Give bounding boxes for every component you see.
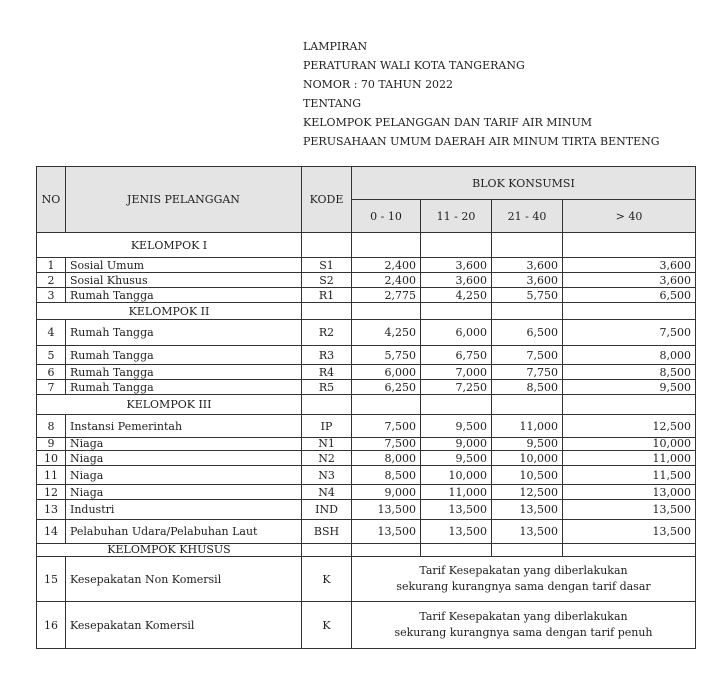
table-row xyxy=(37,438,696,451)
cell-no: 9 xyxy=(37,438,66,451)
cell-blok-4: 13,500 xyxy=(563,500,696,520)
cell-blok-3: 3,600 xyxy=(492,273,563,288)
col-header-blok-1: 0 - 10 xyxy=(352,200,421,233)
col-header-blok-3: 21 - 40 xyxy=(492,200,563,233)
cell-blok-3: 3,600 xyxy=(492,258,563,273)
cell-blok-4: 8,500 xyxy=(563,365,696,380)
cell-no: 14 xyxy=(37,520,66,544)
group-label: KELOMPOK II xyxy=(37,303,302,320)
cell-kode: R2 xyxy=(302,320,352,346)
col-header-no: NO xyxy=(37,167,66,233)
cell-no: 10 xyxy=(37,451,66,466)
cell-no: 7 xyxy=(37,380,66,395)
cell-blok-2: 4,250 xyxy=(421,288,492,303)
table-row xyxy=(37,466,696,485)
cell-blok-2: 9,500 xyxy=(421,451,492,466)
cell-blok-1: 7,500 xyxy=(352,415,421,438)
table-row xyxy=(37,602,696,649)
cell-no: 16 xyxy=(37,602,66,649)
cell-blok-4: 13,500 xyxy=(563,520,696,544)
cell-jenis: Sosial Khusus xyxy=(66,273,302,288)
header-line-2: PERATURAN WALI KOTA TANGERANG xyxy=(303,59,525,72)
cell-blok-3: 8,500 xyxy=(492,380,563,395)
cell-blok-2: 6,000 xyxy=(421,320,492,346)
table-row xyxy=(37,415,696,438)
note-line-2: sekurang kurangnya sama dengan tarif dasar xyxy=(396,580,651,593)
table-row xyxy=(37,485,696,500)
cell-kode: N3 xyxy=(302,466,352,485)
cell-blok-2: 3,600 xyxy=(421,258,492,273)
header-line-1: LAMPIRAN xyxy=(303,40,368,53)
cell-no: 12 xyxy=(37,485,66,500)
table-row xyxy=(37,380,696,395)
cell-jenis: Rumah Tangga xyxy=(66,320,302,346)
col-header-blok-2: 11 - 20 xyxy=(421,200,492,233)
table-row xyxy=(37,346,696,365)
note-line-2: sekurang kurangnya sama dengan tarif penuh xyxy=(394,626,653,639)
table-row xyxy=(37,520,696,544)
cell-blok-2: 11,000 xyxy=(421,485,492,500)
cell-blok-2: 3,600 xyxy=(421,273,492,288)
cell-kode: IND xyxy=(302,500,352,520)
cell-kode: K xyxy=(302,602,352,649)
cell-jenis: Kesepakatan Non Komersil xyxy=(66,557,302,602)
cell-kode: BSH xyxy=(302,520,352,544)
cell-blok-1: 6,250 xyxy=(352,380,421,395)
cell-blok-4: 11,500 xyxy=(563,466,696,485)
cell-blok-1: 2,400 xyxy=(352,258,421,273)
cell-kode: S1 xyxy=(302,258,352,273)
col-header-kode: KODE xyxy=(302,167,352,233)
table-row xyxy=(37,557,696,602)
cell-blok-1: 7,500 xyxy=(352,438,421,451)
cell-jenis: Rumah Tangga xyxy=(66,346,302,365)
cell-no: 5 xyxy=(37,346,66,365)
cell-blok-1: 13,500 xyxy=(352,500,421,520)
cell-jenis: Niaga xyxy=(66,485,302,500)
cell-blok-3: 11,000 xyxy=(492,415,563,438)
col-header-jenis: JENIS PELANGGAN xyxy=(66,167,302,233)
table-row xyxy=(37,365,696,380)
cell-note xyxy=(352,602,696,649)
cell-blok-1: 13,500 xyxy=(352,520,421,544)
cell-kode: S2 xyxy=(302,273,352,288)
cell-jenis: Niaga xyxy=(66,438,302,451)
cell-note xyxy=(352,557,696,602)
cell-blok-1: 9,000 xyxy=(352,485,421,500)
cell-blok-1: 5,750 xyxy=(352,346,421,365)
cell-jenis: Rumah Tangga xyxy=(66,288,302,303)
cell-kode: IP xyxy=(302,415,352,438)
table-row xyxy=(37,320,696,346)
cell-blok-3: 13,500 xyxy=(492,500,563,520)
cell-no: 8 xyxy=(37,415,66,438)
group-row xyxy=(37,303,696,320)
cell-blok-1: 8,000 xyxy=(352,451,421,466)
cell-blok-2: 13,500 xyxy=(421,500,492,520)
cell-blok-2: 6,750 xyxy=(421,346,492,365)
cell-kode: R5 xyxy=(302,380,352,395)
header-line-6: PERUSAHAAN UMUM DAERAH AIR MINUM TIRTA BENTENG xyxy=(303,135,660,148)
cell-blok-3: 12,500 xyxy=(492,485,563,500)
cell-jenis: Rumah Tangga xyxy=(66,365,302,380)
cell-blok-4: 11,000 xyxy=(563,451,696,466)
group-label: KELOMPOK III xyxy=(37,395,302,415)
cell-kode: K xyxy=(302,557,352,602)
group-label: KELOMPOK I xyxy=(37,233,302,258)
table-row xyxy=(37,451,696,466)
cell-blok-4: 6,500 xyxy=(563,288,696,303)
cell-blok-3: 6,500 xyxy=(492,320,563,346)
group-row xyxy=(37,395,696,415)
header-line-3: NOMOR : 70 TAHUN 2022 xyxy=(303,78,454,91)
cell-jenis: Rumah Tangga xyxy=(66,380,302,395)
cell-blok-4: 8,000 xyxy=(563,346,696,365)
cell-jenis: Kesepakatan Komersil xyxy=(66,602,302,649)
tariff-table xyxy=(36,166,696,649)
cell-blok-4: 9,500 xyxy=(563,380,696,395)
cell-blok-4: 13,000 xyxy=(563,485,696,500)
cell-blok-2: 10,000 xyxy=(421,466,492,485)
cell-jenis: Industri xyxy=(66,500,302,520)
cell-jenis: Sosial Umum xyxy=(66,258,302,273)
cell-kode: N1 xyxy=(302,438,352,451)
note-line-1: Tarif Kesepakatan yang diberlakukan xyxy=(419,610,628,623)
cell-no: 15 xyxy=(37,557,66,602)
cell-blok-1: 4,250 xyxy=(352,320,421,346)
cell-blok-1: 2,400 xyxy=(352,273,421,288)
cell-blok-2: 7,000 xyxy=(421,365,492,380)
cell-blok-1: 2,775 xyxy=(352,288,421,303)
cell-jenis: Instansi Pemerintah xyxy=(66,415,302,438)
cell-blok-4: 3,600 xyxy=(563,258,696,273)
note-line-1: Tarif Kesepakatan yang diberlakukan xyxy=(419,564,628,577)
header-line-4: TENTANG xyxy=(303,97,362,110)
table-row xyxy=(37,500,696,520)
cell-blok-2: 9,000 xyxy=(421,438,492,451)
cell-no: 11 xyxy=(37,466,66,485)
cell-blok-4: 10,000 xyxy=(563,438,696,451)
cell-blok-3: 7,500 xyxy=(492,346,563,365)
header-line-5: KELOMPOK PELANGGAN DAN TARIF AIR MINUM xyxy=(303,116,593,129)
group-row xyxy=(37,544,696,557)
cell-blok-3: 10,500 xyxy=(492,466,563,485)
cell-no: 3 xyxy=(37,288,66,303)
cell-kode: N2 xyxy=(302,451,352,466)
cell-kode: R3 xyxy=(302,346,352,365)
cell-blok-2: 9,500 xyxy=(421,415,492,438)
cell-blok-2: 13,500 xyxy=(421,520,492,544)
cell-jenis: Niaga xyxy=(66,466,302,485)
cell-blok-3: 13,500 xyxy=(492,520,563,544)
cell-blok-3: 9,500 xyxy=(492,438,563,451)
table-row xyxy=(37,288,696,303)
table-row xyxy=(37,258,696,273)
document-header xyxy=(303,37,660,151)
col-header-blok: BLOK KONSUMSI xyxy=(352,167,696,200)
cell-blok-4: 3,600 xyxy=(563,273,696,288)
cell-blok-4: 7,500 xyxy=(563,320,696,346)
group-row xyxy=(37,233,696,258)
cell-blok-1: 6,000 xyxy=(352,365,421,380)
table-row xyxy=(37,273,696,288)
cell-blok-4: 12,500 xyxy=(563,415,696,438)
cell-blok-3: 5,750 xyxy=(492,288,563,303)
cell-kode: R4 xyxy=(302,365,352,380)
cell-blok-1: 8,500 xyxy=(352,466,421,485)
cell-no: 4 xyxy=(37,320,66,346)
group-label: KELOMPOK KHUSUS xyxy=(37,544,302,557)
cell-kode: R1 xyxy=(302,288,352,303)
cell-no: 1 xyxy=(37,258,66,273)
cell-jenis: Pelabuhan Udara/Pelabuhan Laut xyxy=(66,520,302,544)
cell-kode: N4 xyxy=(302,485,352,500)
cell-blok-3: 7,750 xyxy=(492,365,563,380)
cell-jenis: Niaga xyxy=(66,451,302,466)
cell-no: 6 xyxy=(37,365,66,380)
col-header-blok-4: > 40 xyxy=(563,200,696,233)
cell-blok-2: 7,250 xyxy=(421,380,492,395)
cell-no: 2 xyxy=(37,273,66,288)
cell-blok-3: 10,000 xyxy=(492,451,563,466)
cell-no: 13 xyxy=(37,500,66,520)
